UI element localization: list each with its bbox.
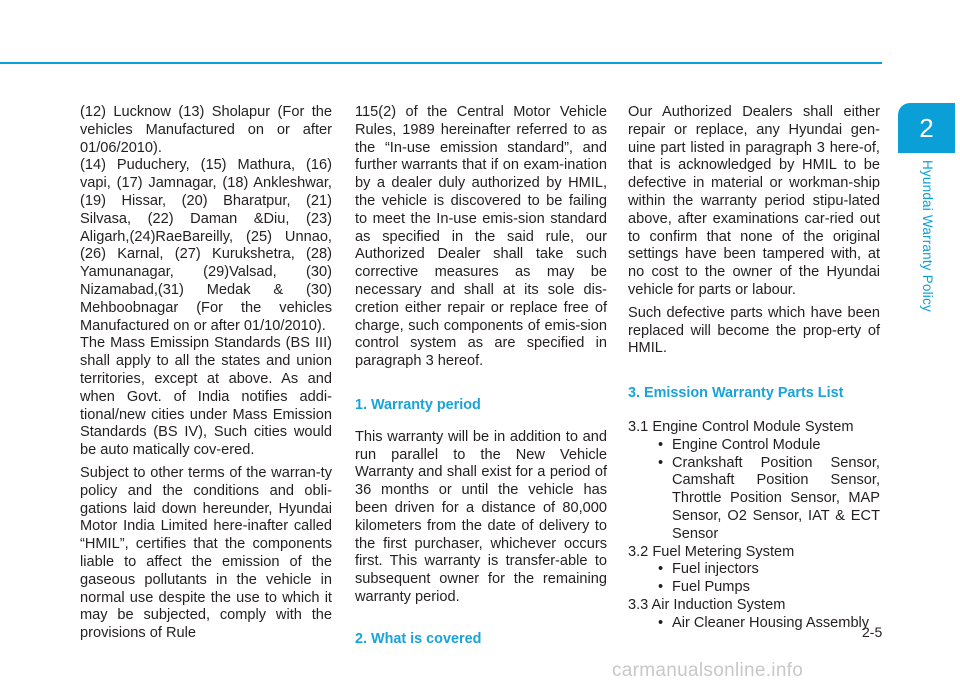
- watermark-text: carmanualsonline.info: [612, 660, 804, 681]
- paragraph-mass-emission: The Mass Emissipn Standards (BS III) shall apply to all the states and union territories, except at above. As and when Govt. of India notifies addi-tional/new cities under Mass Emission Standards (BS IV), Such cities would be auto matically cov-ered.: [80, 335, 332, 459]
- list-fuel-metering: [628, 561, 880, 597]
- list-item: • Fuel Pumps: [656, 579, 880, 597]
- header-rule: [0, 62, 882, 64]
- list-air-induction: [628, 615, 880, 633]
- list-item: • Engine Control Module: [656, 437, 880, 455]
- column-2: [355, 104, 607, 649]
- paragraph-defective-parts: Such defective parts which have been replaced will become the prop-erty of HMIL.: [628, 304, 880, 357]
- section-air-induction: 3.3 Air Induction System: [628, 596, 786, 613]
- paragraph-certification: Subject to other terms of the warran-ty policy and the conditions and obli-gations laid down hereunder, Hyundai Motor India Limited here-inafter called “HMIL”, certifies that the components liable to affect the emission of the gaseous pollutants in the vehicle in normal use despite the use to which it may be subjected, comply with the provisions of Rule: [80, 464, 332, 642]
- list-item: • Air Cleaner Housing Assembly: [656, 615, 880, 633]
- heading-what-is-covered: 2. What is covered: [355, 630, 482, 647]
- column-1: [80, 104, 332, 643]
- section-fuel-metering: 3.2 Fuel Metering System: [628, 543, 795, 560]
- paragraph-rule-115: 115(2) of the Central Motor Vehicle Rules, 1989 hereinafter referred to as the “In-use emission standard”, and further warrants that if on exam-ination by a dealer duly authorized by HMIL, the vehicle is discovered to be failing to meet the In-use emis-sion standard as specified in the said rule, our Authorized Dealer shall take such corrective measures as may be necessary and shall at its sole dis-cretion either repair or replace free of charge, such components of emis-sion control system as are specified in paragraph 3 hereof.: [355, 104, 607, 370]
- chapter-title: Hyundai Warranty Policy: [920, 160, 935, 312]
- list-engine-control: [628, 437, 880, 544]
- list-item: • Crankshaft Position Sensor, Camshaft Position Sensor, Throttle Position Sensor, MAP Sensor, O2 Sensor, IAT & ECT Sensor: [656, 455, 880, 544]
- chapter-tab: 2: [898, 103, 955, 153]
- column-3: [628, 104, 880, 633]
- section-engine-control: 3.1 Engine Control Module System: [628, 418, 854, 435]
- paragraph-cities-2010-10: (14) Puduchery, (15) Mathura, (16) vapi, (17) Jamnagar, (18) Ankleshwar, (19) Hissar, (20) Bharatpur, (21) Silvasa, (22) Daman &Diu, (23) Aligarh,(24)RaeBareilly, (25) Unnao, (26) Karnal, (27) Kurukshetra, (28) Yamunanagar, (29)Valsad, (30) Nizamabad,(31) Medak & (30) Mehboobnagar (For the vehicles Manufactured on or after 01/10/2010).: [80, 157, 332, 334]
- heading-warranty-period: 1. Warranty period: [355, 396, 481, 413]
- page-number: 2-5: [862, 624, 883, 640]
- paragraph-cities-2010-06: (12) Lucknow (13) Sholapur (For the vehicles Manufactured on or after 01/06/2010).: [80, 104, 332, 156]
- paragraph-repair-replace: Our Authorized Dealers shall either repair or replace, any Hyundai gen-uine part listed in paragraph 3 here-of, that is acknowledged by HMIL to be defective in material or workman-ship within the warranty period stipu-lated above, after examinations car-ried out to confirm that none of the original settings have been tampered with, at no cost to the owner of the Hyundai vehicle for parts or labour.: [628, 104, 880, 298]
- paragraph-warranty-period: This warranty will be in addition to and run parallel to the New Vehicle Warranty and shall exist for a period of 36 months or until the vehicle has been driven for a distance of 80,000 kilometers from the date of delivery to the first purchaser, whichever occurs first. This warranty is transfer-able to subsequent owner for the remaining warranty period.: [355, 428, 607, 605]
- heading-parts-list: 3. Emission Warranty Parts List: [628, 385, 844, 402]
- list-item: • Fuel injectors: [656, 561, 880, 579]
